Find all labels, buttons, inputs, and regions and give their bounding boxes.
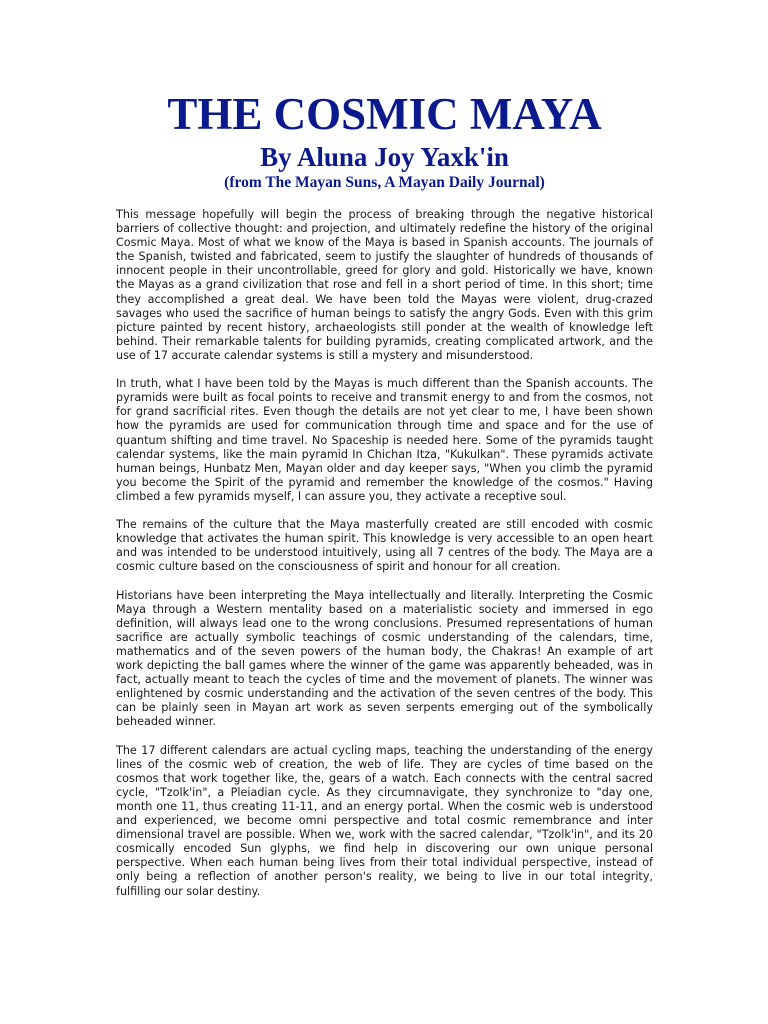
paragraph-3: The remains of the culture that the Maya masterfully created are still encoded with cosmic knowledge that activates the human spirit. This knowledge is very accessible to an open heart and was intended to be understood intuitively, using all 7 centres of the body. The Maya are a cosmic culture based on the consciousness of spirit and honour for all creation. xyxy=(116,518,653,574)
source-note: (from The Mayan Suns, A Mayan Daily Journal) xyxy=(224,174,545,191)
article-body xyxy=(116,208,653,899)
paragraph-5: The 17 different calendars are actual cycling maps, teaching the understanding of the energy lines of the cosmic web of creation, the web of life. They are cycles of time based on the cosmos that work together like, the, gears of a watch. Each connects with the central sacred cycle, "Tzolk'in", a Pleiadian cycle. As they circumnavigate, they synchronize to "day one, month one 11, thus creating 11-11, and an energy portal. When the cosmic web is understood and experienced, we become omni perspective and total cosmic remembrance and inter dimensional travel are possible. When we, work with the sacred calendar, "Tzolk'in", and its 20 cosmically encoded Sun glyphs, we find help in discovering our own unique personal perspective. When each human being lives from their total individual perspective, instead of only being a reflection of another person's reality, we being to live in our total integrity, fulfilling our solar destiny. xyxy=(116,743,653,898)
author-byline: By Aluna Joy Yaxk'in xyxy=(260,142,509,172)
paragraph-1: This message hopefully will begin the process of breaking through the negative historical barriers of collective thought: and projection, and ultimately redefine the history of the original Cosmic Maya. Most of what we know of the Maya is based in Spanish accounts. The journals of the Spanish, twisted and fabricated, seem to justify the slaughter of hundreds of thousands of innocent people in their uncontrollable, greed for glory and gold. Historically we have, known the Mayas as a grand civilization that rose and fell in a short period of time. In this short; time they accomplished a great deal. We have been told the Mayas were violent, drug-crazed savages who used the sacrifice of human beings to satisfy the angry Gods. Even with this grim picture painted by recent history, archaeologists still ponder at the wealth of knowledge left behind. Their remarkable talents for building pyramids, creating complicated artwork, and the use of 17 accurate calendar systems is still a mystery and misunderstood. xyxy=(116,208,653,362)
paragraph-2: In truth, what I have been told by the Mayas is much different than the Spanish accounts. The pyramids were built as focal points to receive and transmit energy to and from the cosmos, not for grand sacrificial rites. Even though the details are not yet clear to me, I have been shown how the pyramids are used for communication through time and space and for the use of quantum shifting and time travel. No Spaceship is needed here. Some of the pyramids taught calendar systems, like the main pyramid In Chichan Itza, "Kukulkan". These pyramids activate human beings, Hunbatz Men, Mayan older and day keeper says, "When you climb the pyramid you become the Spirit of the pyramid and remember the knowledge of the cosmos." Having climbed a few pyramids myself, I can assure you, they activate a receptive soul. xyxy=(116,377,653,503)
document-page xyxy=(116,88,653,913)
paragraph-4: Historians have been interpreting the Maya intellectually and literally. Interpreting the Cosmic Maya through a Western mentality based on a materialistic society and immersed in ego definition, will always lead one to the wrong conclusions. Presumed representations of human sacrifice are actually symbolic teachings of cosmic understanding of the calendars, time, mathematics and of the seven powers of the human body, the Chakras! An example of art work depicting the ball games where the winner of the game was apparently beheaded, was in fact, actually meant to teach the cycles of time and the movement of planets. The winner was enlightened by cosmic understanding and the activation of the seven centres of the body. This can be plainly seen in Mayan art work as seven serpents emerging out of the symbolically beheaded winner. xyxy=(116,588,653,729)
document-title: THE COSMIC MAYA xyxy=(167,89,602,139)
